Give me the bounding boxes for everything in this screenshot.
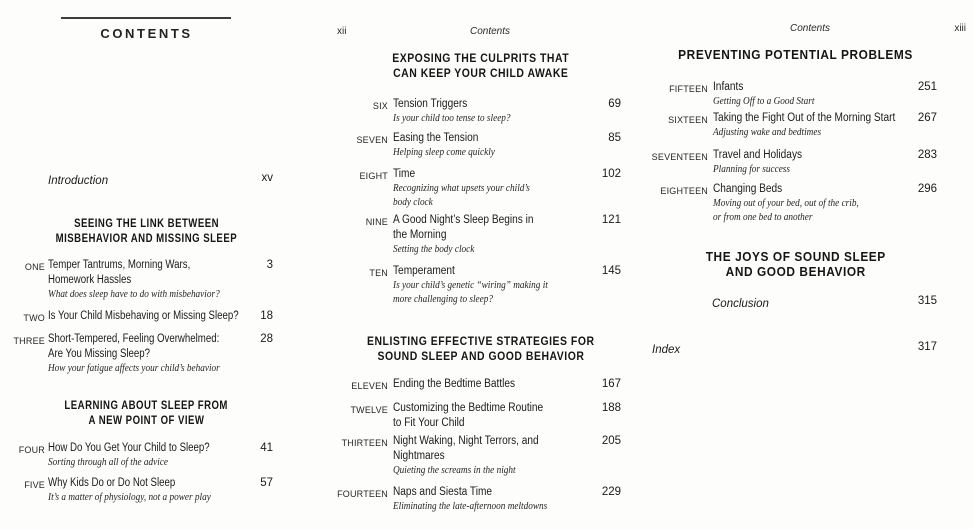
section-heading [340, 334, 621, 364]
page-number: 69 [608, 98, 621, 110]
contents-title: CONTENTS [100, 26, 193, 41]
section-heading-line: LEARNING ABOUT SLEEP FROM [64, 398, 229, 412]
chapter-title-line: Night Waking, Night Terrors, and [393, 435, 539, 447]
chapter-title-line: Homework Hassles [48, 274, 132, 286]
toc-entry [337, 485, 621, 514]
chapter-title-line: Ending the Bedtime Battles [393, 378, 516, 390]
page-number: 145 [601, 265, 621, 277]
section-heading [20, 216, 273, 246]
toc-entry [340, 167, 621, 209]
section-heading-line: SOUND SLEEP AND GOOD BEHAVIOR [377, 349, 584, 363]
page-number: 205 [601, 435, 621, 447]
introduction-label: Introduction [48, 175, 109, 187]
chapter-subtitle-line: What does sleep have to do with misbehavior? [48, 289, 220, 300]
toc-entry [13, 332, 273, 376]
toc-entry [340, 131, 621, 160]
chapter-number: THIRTEEN [341, 438, 388, 448]
chapter-number: SEVENTEEN [651, 152, 708, 162]
page-number: 3 [266, 259, 273, 271]
toc-entry [340, 377, 621, 394]
chapter-title-line: Nightmares [393, 450, 445, 462]
chapter-subtitle-line: Helping sleep come quickly [393, 147, 495, 158]
chapter-subtitle-line: Sorting through all of the advice [48, 457, 169, 468]
section-heading [655, 48, 937, 63]
chapter-number: EIGHT [359, 171, 388, 181]
right-page [651, 0, 966, 529]
page-number: 167 [601, 378, 621, 390]
index-label: Index [652, 344, 681, 356]
chapter-title-line: Infants [713, 81, 744, 93]
toc-entry [651, 148, 937, 177]
front-matter-row [20, 171, 273, 189]
toc-entry [655, 80, 937, 109]
toc-entry [655, 111, 937, 140]
page-number: 57 [260, 477, 273, 489]
toc-entry [20, 441, 273, 470]
section-heading-line: A NEW POINT OF VIEW [88, 413, 205, 427]
conclusion-label: Conclusion [712, 298, 769, 310]
page-number: 85 [608, 132, 621, 144]
chapter-number: THREE [13, 336, 45, 346]
title-rule [61, 17, 231, 19]
toc-entry [340, 97, 621, 126]
section-heading-line: THE JOYS OF SOUND SLEEP [705, 250, 887, 264]
chapter-subtitle-line: It’s a matter of physiology, not a power play [48, 492, 211, 503]
toc-entry [20, 258, 273, 302]
page-number: 188 [601, 402, 621, 414]
section-heading-line: SEEING THE LINK BETWEEN [74, 216, 219, 230]
chapter-title-line: A Good Night’s Sleep Begins in [393, 214, 534, 226]
chapter-subtitle-line: Setting the body clock [393, 244, 475, 255]
chapter-number: SEVEN [356, 135, 388, 145]
section-heading-line: MISBEHAVIOR AND MISSING SLEEP [55, 231, 238, 245]
back-matter-row [652, 340, 937, 358]
chapter-number: TEN [369, 268, 388, 278]
chapter-subtitle-line: Is your child’s genetic “wiring” making it [393, 280, 548, 291]
chapter-number: FIFTEEN [669, 84, 708, 94]
toc-entry [340, 434, 621, 478]
section-heading-line: CAN KEEP YOUR CHILD AWAKE [392, 66, 569, 80]
chapter-title-line: to Fit Your Child [393, 417, 465, 429]
section-heading [20, 398, 273, 428]
chapter-number: ONE [24, 262, 45, 272]
toc-entry [655, 182, 937, 224]
toc-entry [340, 213, 621, 257]
chapter-title-line: Temper Tantrums, Morning Wars, [48, 259, 191, 271]
chapter-number: FIVE [24, 480, 45, 490]
chapter-title-line: Why Kids Do or Do Not Sleep [48, 477, 176, 489]
chapter-subtitle-line: Adjusting wake and bedtimes [713, 127, 822, 138]
chapter-number: NINE [365, 217, 388, 227]
chapter-subtitle-line: more challenging to sleep? [393, 294, 494, 305]
page-number: 41 [260, 442, 273, 454]
page-number: xv [261, 172, 273, 184]
section-heading [655, 250, 937, 280]
section-heading-line: ENLISTING EFFECTIVE STRATEGIES FOR [366, 334, 595, 348]
chapter-title-line: Easing the Tension [393, 132, 479, 144]
chapter-title-line: Tension Triggers [393, 98, 468, 110]
chapter-number: EIGHTEEN [660, 186, 708, 196]
section-heading [340, 51, 621, 81]
section-heading-line: PREVENTING POTENTIAL PROBLEMS [678, 48, 914, 62]
chapter-number: FOURTEEN [337, 489, 388, 499]
chapter-subtitle-line: Planning for success [713, 164, 790, 175]
chapter-subtitle-line: Getting Off to a Good Start [713, 96, 815, 107]
page-number: 267 [917, 112, 937, 124]
page-number: 315 [917, 295, 937, 307]
toc-entry [20, 309, 273, 326]
chapter-title-line: Short-Tempered, Feeling Overwhelmed: [48, 333, 220, 345]
chapter-subtitle-line: Is your child too tense to sleep? [393, 113, 511, 124]
chapter-title-line: Temperament [393, 265, 455, 277]
chapter-title-line: Taking the Fight Out of the Morning Start [713, 112, 896, 124]
chapter-subtitle-line: body clock [393, 197, 433, 208]
toc-entry [20, 476, 273, 505]
chapter-title-line: Is Your Child Misbehaving or Missing Sleep? [48, 310, 239, 322]
page-number: 102 [601, 168, 621, 180]
running-head: Contents [469, 26, 511, 37]
running-head: Contents [789, 23, 831, 34]
chapter-number: TWO [23, 313, 45, 323]
back-matter-row [655, 294, 937, 312]
chapter-subtitle-line: Quieting the screams in the night [393, 465, 516, 476]
chapter-title-line: Naps and Siesta Time [393, 486, 493, 498]
page-number: 283 [917, 149, 937, 161]
chapter-title-line: Are You Missing Sleep? [48, 348, 151, 360]
chapter-subtitle-line: Recognizing what upsets your child’s [393, 183, 530, 194]
chapter-title-line: Travel and Holidays [713, 149, 803, 161]
chapter-subtitle-line: Moving out of your bed, out of the crib, [713, 198, 859, 209]
toc-entry [340, 264, 621, 306]
page-number: 121 [601, 214, 621, 226]
chapter-title-line: Time [393, 168, 416, 180]
middle-page [337, 0, 621, 529]
page-number: 296 [917, 183, 937, 195]
page-number: 251 [917, 81, 937, 93]
page-number: 18 [260, 310, 273, 322]
chapter-title-line: the Morning [393, 229, 447, 241]
folio: xii [337, 26, 347, 37]
chapter-number: SIXTEEN [668, 115, 708, 125]
chapter-subtitle-line: Eliminating the late-afternoon meltdowns [393, 501, 548, 512]
chapter-title-line: Customizing the Bedtime Routine [393, 402, 544, 414]
toc-entry [340, 401, 621, 431]
section-heading-line: AND GOOD BEHAVIOR [725, 265, 867, 279]
chapter-number: FOUR [18, 445, 45, 455]
page-number: 317 [917, 341, 937, 353]
chapter-title-line: Changing Beds [713, 183, 783, 195]
chapter-subtitle-line: How your fatigue affects your child’s behavior [48, 363, 220, 374]
folio: xiii [954, 23, 966, 34]
page-number: 229 [601, 486, 621, 498]
left-page [13, 0, 273, 529]
chapter-number: ELEVEN [351, 381, 388, 391]
section-heading-line: EXPOSING THE CULPRITS THAT [392, 51, 569, 65]
page-number: 28 [260, 333, 273, 345]
chapter-subtitle-line: or from one bed to another [713, 212, 813, 223]
chapter-number: SIX [372, 101, 388, 111]
chapter-title-line: How Do You Get Your Child to Sleep? [48, 442, 210, 454]
chapter-number: TWELVE [350, 405, 388, 415]
